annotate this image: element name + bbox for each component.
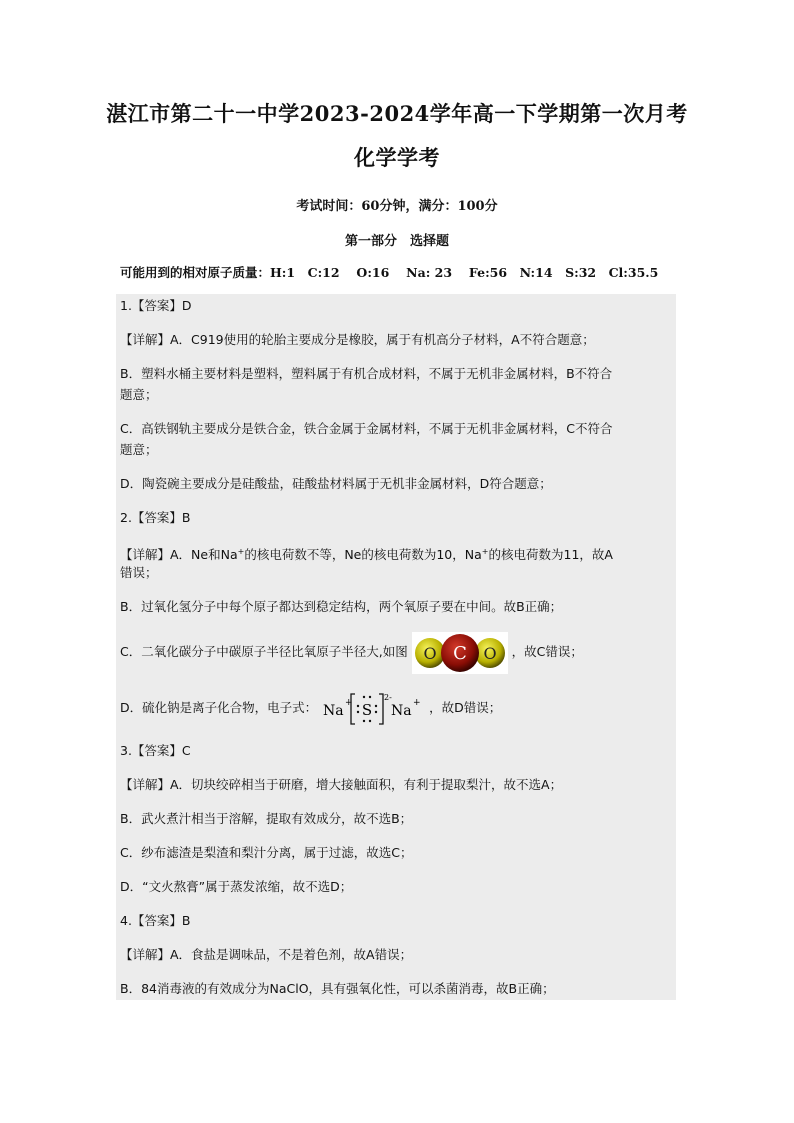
- q2-d-post: ，故D错误；: [429, 700, 502, 715]
- q3-answer-head: 3.【答案】C: [120, 743, 191, 758]
- atom-label-c: C: [452, 642, 467, 664]
- q2-detail-c: [120, 630, 672, 674]
- sulfur-symbol: S: [361, 700, 373, 719]
- sodium-ion-right: Na: [391, 702, 412, 719]
- q2-detail-b: B．过氧化氢分子中每个原子都达到稳定结构，两个氧原子要在中间。故B正确；: [120, 599, 563, 614]
- q4-detail-a: 【详解】A．食盐是调味品，不是着色剂，故A错误；: [120, 947, 413, 962]
- q4-answer-head: 4.【答案】B: [120, 913, 191, 928]
- sodium-ion-left: Na: [323, 702, 344, 719]
- sulfide-charge: 2-: [384, 692, 392, 702]
- q2-detail-a-line2: 错误；: [120, 565, 158, 580]
- q2-c-pre: C．二氧化碳分子中碳原子半径比氧原子半径大,如图: [120, 644, 408, 659]
- q3-detail-b: B．武火煮汁相当于溶解，提取有效成分，故不选B；: [120, 811, 413, 826]
- co2-space-filling-model: [412, 632, 508, 674]
- na-charge-2: +: [481, 547, 489, 556]
- q3-detail-a: 【详解】A．切块绞碎相当于研磨，增大接触面积，有利于提取梨汁，故不选A；: [120, 777, 563, 792]
- section-heading: 第一部分 选择题: [344, 234, 449, 249]
- q2-d-pre: D．硫化钠是离子化合物，电子式：: [120, 700, 318, 715]
- q1-detail-c-line2: 题意；: [120, 442, 158, 457]
- exam-info: 考试时间：60分钟，满分：100分: [296, 199, 498, 214]
- q2-a-pre: 【详解】A．Ne和Na: [120, 547, 238, 563]
- na-charge-1: +: [237, 547, 245, 556]
- q2-answer-head: 2.【答案】B: [120, 510, 191, 525]
- q1-detail-b-line2: 题意；: [120, 387, 158, 402]
- document-subtitle: 化学学考: [354, 145, 440, 170]
- sodium-charge-right: +: [413, 697, 421, 708]
- q2-detail-d: [120, 688, 672, 728]
- q2-c-post: ，故C错误；: [511, 644, 583, 659]
- atom-label-o-right: O: [483, 643, 497, 663]
- atom-label-o-left: O: [423, 643, 437, 663]
- q1-detail-d: D．陶瓷碗主要成分是硅酸盐，硅酸盐材料属于无机非金属材料，D符合题意；: [120, 476, 552, 491]
- q2-a-post: 的核电荷数为11，故A: [488, 547, 613, 563]
- na2s-electron-formula: [321, 690, 425, 728]
- q3-detail-d: D．“文火熬膏”属于蒸发浓缩，故不选D；: [120, 879, 353, 894]
- q1-detail-b-line1: B．塑料水桶主要材料是塑料，塑料属于有机合成材料，不属于无机非金属材料，B不符合: [120, 366, 613, 381]
- bracket-right: [379, 694, 383, 724]
- bracket-left: [351, 694, 355, 724]
- q1-detail-c-line1: C．高铁钢轨主要成分是铁合金，铁合金属于金属材料，不属于无机非金属材料，C不符合: [120, 421, 613, 436]
- document-title: 湛江市第二十一中学2023-2024学年高一下学期第一次月考: [106, 101, 688, 126]
- q4-detail-b: B．84消毒液的有效成分为NaClO，具有强氧化性，可以杀菌消毒，故B正确；: [120, 981, 555, 996]
- sodium-charge-left: +: [345, 697, 353, 708]
- q1-detail-a: 【详解】A．C919使用的轮胎主要成分是橡胶，属于有机高分子材料，A不符合题意；: [120, 332, 595, 347]
- q2-a-mid: 的核电荷数不等，Ne的核电荷数为10，Na: [244, 547, 482, 563]
- q3-detail-c: C．纱布滤渣是梨渣和梨汁分离，属于过滤，故选C；: [120, 845, 413, 860]
- atomic-masses: 可能用到的相对原子质量：H:1 C:12 O:16 Na: 23 Fe:56 N:14 S:32 Cl:35.5: [120, 265, 659, 280]
- q1-answer-head: 1.【答案】D: [120, 298, 192, 313]
